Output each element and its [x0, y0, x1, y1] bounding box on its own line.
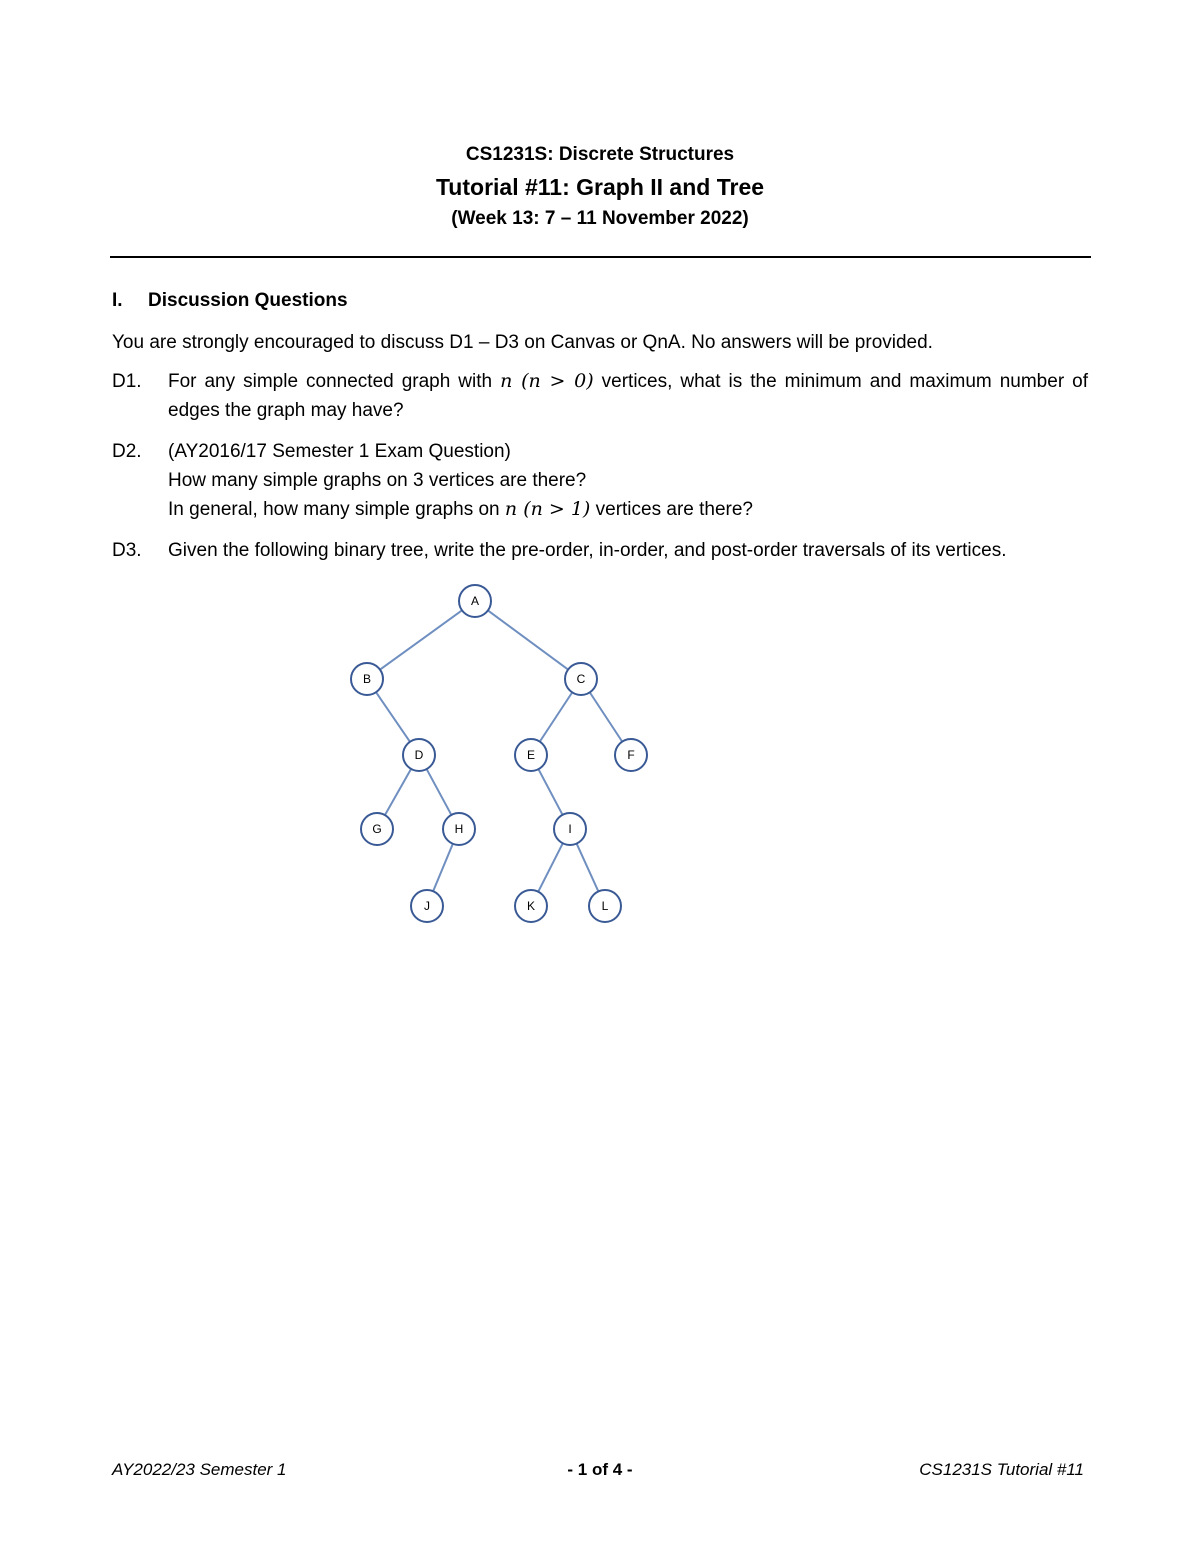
- tree-node-label: K: [526, 899, 536, 913]
- tree-node-label: C: [576, 672, 586, 686]
- question-text: For any simple connected graph with: [168, 371, 501, 392]
- math-expression: n (n > 1): [504, 498, 591, 520]
- question-text: vertices are there?: [590, 499, 753, 520]
- tree-node-label: A: [470, 594, 480, 608]
- question-id: D3.: [112, 540, 142, 561]
- tree-node-label: L: [601, 899, 609, 913]
- tree-node-i: [554, 813, 586, 845]
- tree-node-a: [459, 585, 491, 617]
- tree-edge-h-j: [433, 844, 453, 891]
- week-dates: (Week 13: 7 – 11 November 2022): [451, 208, 749, 229]
- tree-edge-c-e: [540, 692, 572, 741]
- tree-node-f: [615, 739, 647, 771]
- tree-node-label: E: [526, 748, 536, 762]
- math-expression: n (n > 0): [500, 370, 594, 392]
- tree-node-h: [443, 813, 475, 845]
- footer-left: AY2022/23 Semester 1: [112, 1460, 287, 1479]
- page-number: - 1 of 4 -: [567, 1460, 633, 1479]
- tree-node-label: H: [454, 822, 464, 836]
- tree-node-label: D: [414, 748, 424, 762]
- section-title: Discussion Questions: [148, 290, 348, 311]
- tree-node-label: G: [372, 822, 382, 836]
- question-body: Given the following binary tree, write the pre-order, in-order, and post-order traversals of its vertices.: [168, 540, 1007, 561]
- tree-edge-d-g: [385, 769, 411, 815]
- tree-node-b: [351, 663, 383, 695]
- tree-edge-i-l: [577, 844, 599, 892]
- course-title: CS1231S: Discrete Structures: [465, 144, 735, 165]
- tree-node-label: F: [627, 748, 635, 762]
- intro-text: You are strongly encouraged to discuss D1 – D3 on Canvas or QnA. No answers will be provided.: [112, 332, 933, 353]
- tree-edge-c-f: [590, 692, 622, 741]
- tree-node-label: B: [362, 672, 372, 686]
- tree-edge-b-d: [376, 692, 410, 742]
- tree-node-k: [515, 890, 547, 922]
- tutorial-title: Tutorial #11: Graph II and Tree: [435, 174, 765, 200]
- question-id: D1.: [112, 371, 142, 392]
- question-id: D2.: [112, 441, 142, 462]
- tree-edge-e-i: [538, 769, 562, 815]
- tree-edge-i-k: [538, 843, 563, 891]
- tree-node-c: [565, 663, 597, 695]
- section-number: I.: [112, 290, 123, 311]
- tree-edge-a-b: [380, 610, 462, 669]
- question-line: How many simple graphs on 3 vertices are there?: [168, 470, 587, 491]
- tree-node-label: I: [568, 822, 572, 836]
- question-text: In general, how many simple graphs on: [168, 499, 505, 520]
- tree-node-g: [361, 813, 393, 845]
- tree-node-l: [589, 890, 621, 922]
- tree-edge-a-c: [488, 610, 568, 669]
- tree-node-label: J: [424, 899, 430, 913]
- tree-node-e: [515, 739, 547, 771]
- footer-right: CS1231S Tutorial #11: [919, 1460, 1084, 1479]
- question-line: (AY2016/17 Semester 1 Exam Question): [168, 441, 511, 462]
- tree-edge-d-h: [427, 769, 452, 815]
- tree-node-d: [403, 739, 435, 771]
- question-text: vertices, what is the minimum and maximum number of edges the graph may have?: [168, 371, 1088, 421]
- tree-node-j: [411, 890, 443, 922]
